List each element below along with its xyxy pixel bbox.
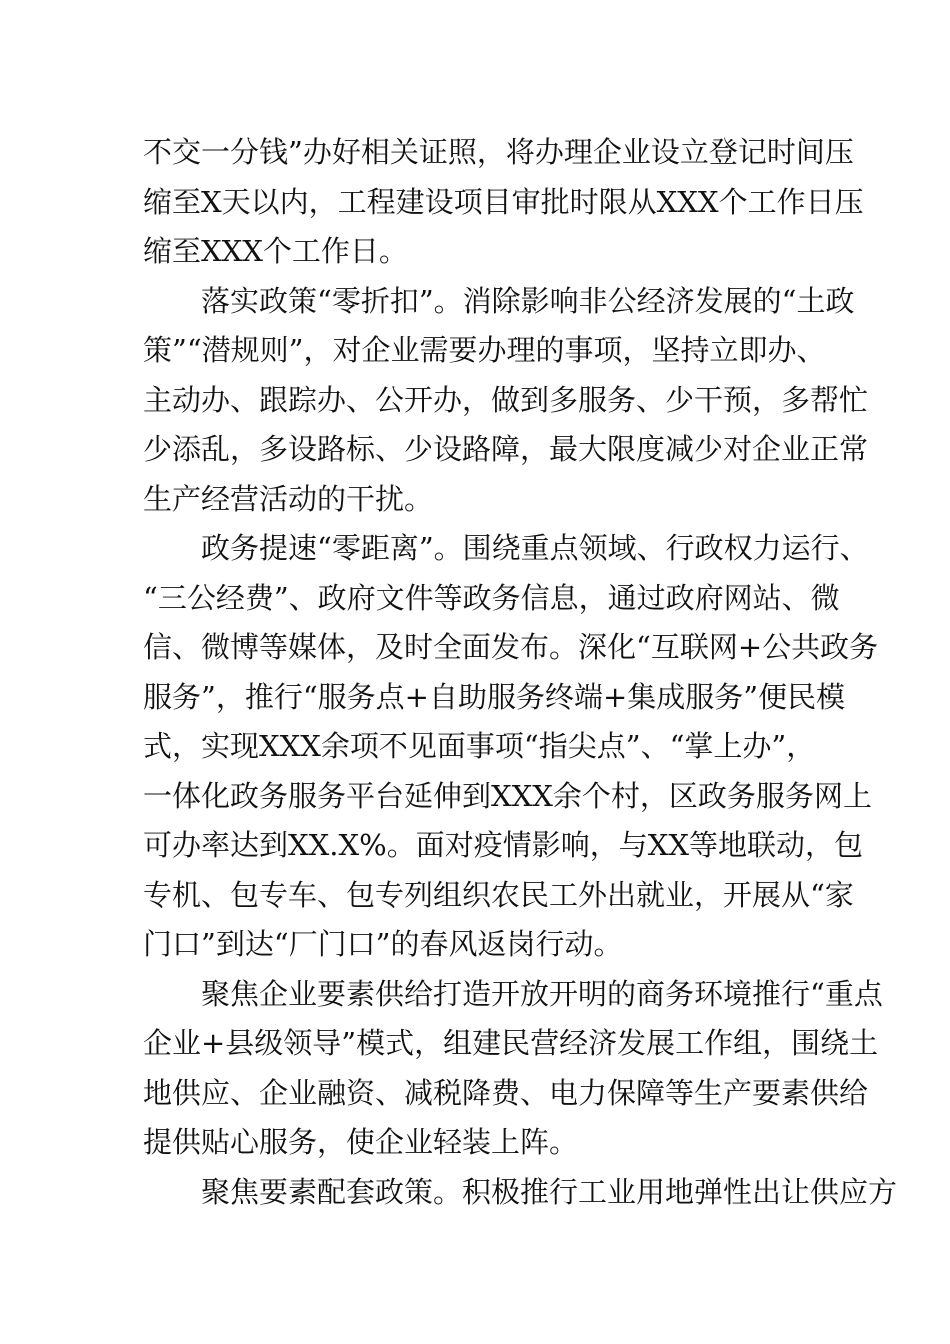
paragraph-4 xyxy=(143,970,883,1168)
text-line: 不交一分钱”办好相关证照，将办理企业设立登记时间压 xyxy=(143,135,854,169)
text-line: 一体化政务服务平台延伸到XXX余个村，区政务服务网上 xyxy=(143,778,872,813)
paragraph-3 xyxy=(143,524,879,970)
text-line: 信、微博等媒体，及时全面发布。深化“互联网+公共政务 xyxy=(143,630,879,664)
text-line: 门口”到达“厂门口”的春风返岗行动。 xyxy=(143,927,623,961)
text-line: 聚焦要素配套政策。积极推行工业用地弹性出让供应方 xyxy=(201,1174,898,1209)
text-line: 落实政策“零折扣”。消除影响非公经济发展的“土政 xyxy=(201,283,855,318)
paragraph-5 xyxy=(143,1168,898,1218)
paragraph-1 xyxy=(143,128,864,277)
paragraph-2 xyxy=(143,277,869,525)
text-line: 缩至XXX个工作日。 xyxy=(143,234,408,268)
text-line: 主动办、跟踪办、公开办，做到多服务、少干预，多帮忙 xyxy=(143,382,869,417)
text-line: 专机、包专车、包专列组织农民工外出就业，开展从“家 xyxy=(143,877,854,912)
text-line: 政务提速“零距离”。围绕重点领域、行政权力运行、 xyxy=(201,531,869,565)
text-line: 少添乱，多设路标、少设路障，最大限度减少对企业正常 xyxy=(143,432,869,466)
text-line: 策”“潜规则”，对企业需要办理的事项，坚持立即办、 xyxy=(143,333,826,367)
text-line: 可办率达到XX.X%。面对疫情影响，与XX等地联动，包 xyxy=(143,828,864,862)
text-line: 式，实现XXX余项不见面事项“指尖点”、“掌上办”， xyxy=(143,729,816,763)
text-line: 生产经营活动的干扰。 xyxy=(143,481,434,516)
text-line: 聚焦企业要素供给打造开放开明的商务环境推行“重点 xyxy=(201,976,883,1011)
text-line: 地供应、企业融资、减税降费、电力保障等生产要素供给 xyxy=(143,1075,869,1110)
text-line: 企业+县级领导”模式，组建民营经济发展工作组，围绕土 xyxy=(143,1026,879,1060)
text-line: 提供贴心服务，使企业轻装上阵。 xyxy=(143,1125,579,1159)
text-line: “三公经费”、政府文件等政务信息，通过政府网站、微 xyxy=(143,580,840,615)
text-line: 缩至X天以内，工程建设项目审批时限从XXX个工作日压 xyxy=(143,184,864,219)
text-line: 服务”，推行“服务点+自助服务终端+集成服务”便民模 xyxy=(143,679,846,714)
document-body xyxy=(143,128,898,1217)
